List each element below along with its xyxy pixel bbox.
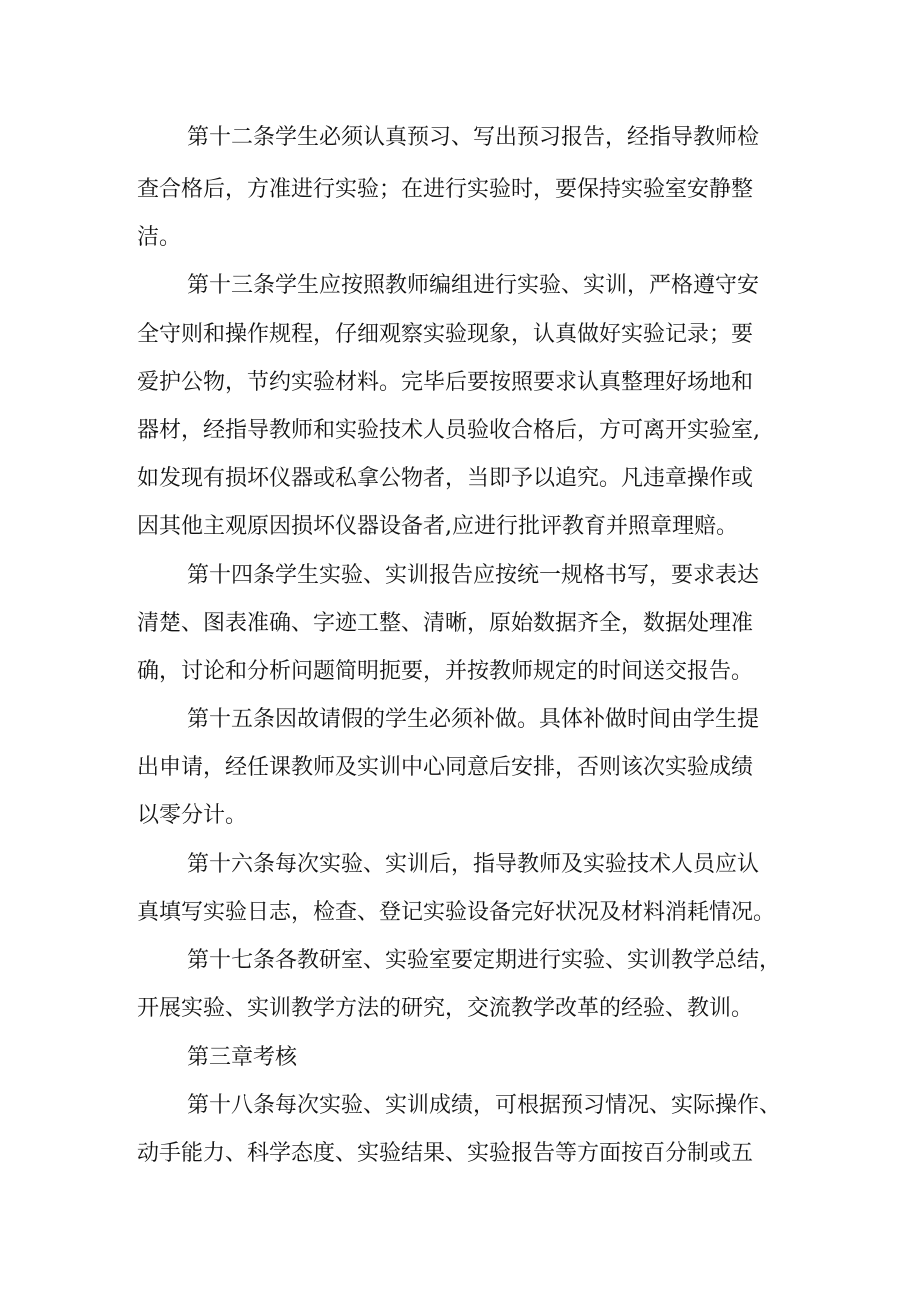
text-line: 第十二条学生必须认真预习、写出预习报告，经指导教师检 <box>187 125 760 150</box>
text-line: 爱护公物，节约实验材料。完毕后要按照要求认真整理好场地和 <box>137 370 754 395</box>
text-line: 查合格后，方准进行实验；在进行实验时，要保持实验室安静整 <box>137 177 754 202</box>
text-line: 确，讨论和分析问题简明扼要，并按教师规定的时间送交报告。 <box>137 659 754 684</box>
text-line: 洁。 <box>137 225 182 250</box>
text-line: 以零分计。 <box>137 803 248 828</box>
text-line: 第十四条学生实验、实训报告应按统一规格书写，要求表达 <box>187 563 760 588</box>
text-line: 第十七条各教研室、实验室要定期进行实验、实训教学总结， <box>187 948 782 973</box>
text-line: 第十八条每次实验、实训成绩，可根据预习情况、实际操作、 <box>187 1093 782 1118</box>
text-line: 清楚、图表准确、字迹工整、清晰，原始数据齐全，数据处理准 <box>137 611 754 636</box>
text-line: 真填写实验日志，检查、登记实验设备完好状况及材料消耗情况。 <box>137 900 776 925</box>
chapter-heading: 第三章考核 <box>187 1045 298 1070</box>
text-line: 因其他主观原因损坏仪器设备者,应进行批评教育并照章理赔。 <box>137 514 738 539</box>
text-line: 第十三条学生应按照教师编组进行实验、实训，严格遵守安 <box>187 273 760 298</box>
text-line: 如发现有损坏仪器或私拿公物者，当即予以追究。凡违章操作或 <box>137 466 754 491</box>
text-line: 出申请，经任课教师及实训中心同意后安排，否则该次实验成绩 <box>137 755 754 780</box>
text-line: 器材，经指导教师和实验技术人员验收合格后，方可离开实验室, <box>137 418 760 443</box>
text-line: 第十六条每次实验、实训后，指导教师及实验技术人员应认 <box>187 852 760 877</box>
text-line: 开展实验、实训教学方法的研究，交流教学改革的经验、教训。 <box>137 996 754 1021</box>
text-line: 动手能力、科学态度、实验结果、实验报告等方面按百分制或五 <box>137 1141 754 1166</box>
text-line: 第十五条因故请假的学生必须补做。具体补做时间由学生提 <box>187 707 760 732</box>
text-line: 全守则和操作规程，仔细观察实验现象，认真做好实验记录；要 <box>137 322 754 347</box>
